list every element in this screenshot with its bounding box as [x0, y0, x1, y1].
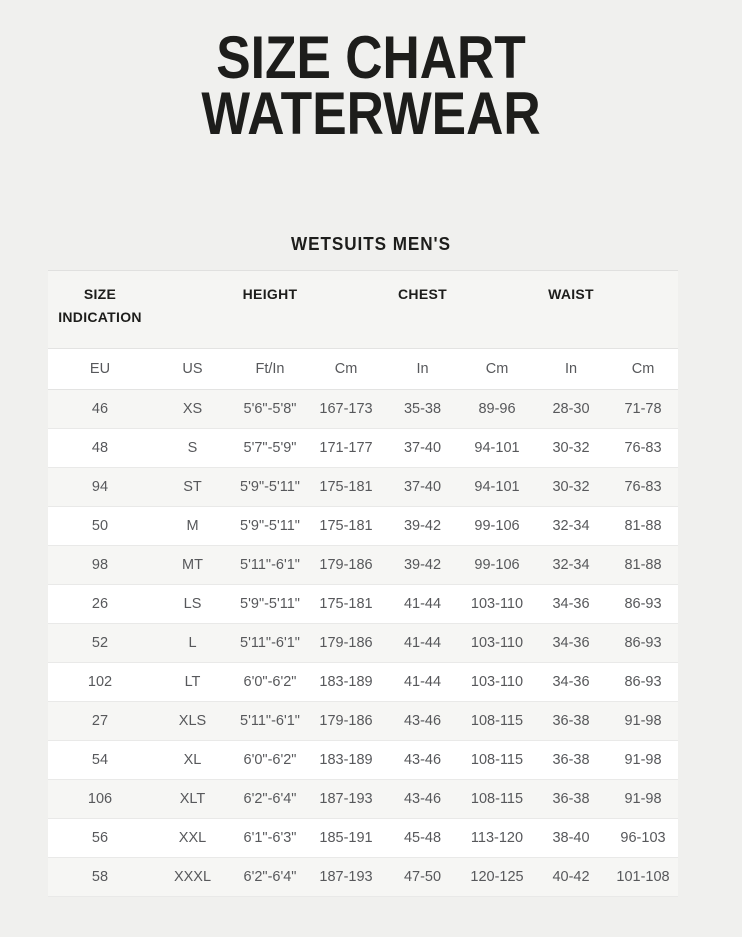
table-cell: 94 [48, 468, 152, 507]
table-cell: 91-98 [608, 780, 678, 819]
table-cell: XS [152, 390, 233, 429]
table-cell: 30-32 [534, 429, 608, 468]
table-row [48, 507, 678, 546]
table-cell: 179-186 [307, 624, 385, 663]
table-cell: 40-42 [534, 858, 608, 897]
table-cell: 5'6"-5'8" [233, 390, 307, 429]
table-cell: XL [152, 741, 233, 780]
table-cell: XLT [152, 780, 233, 819]
group-header-cell: WAIST [534, 271, 608, 349]
table-cell: 54 [48, 741, 152, 780]
table-cell: LT [152, 663, 233, 702]
table-cell: XXXL [152, 858, 233, 897]
table-cell: 32-34 [534, 507, 608, 546]
table-cell: 108-115 [460, 741, 534, 780]
table-cell: 41-44 [385, 624, 460, 663]
table-cell: 27 [48, 702, 152, 741]
table-cell: 187-193 [307, 858, 385, 897]
table-cell: 103-110 [460, 585, 534, 624]
table-cell: 6'0"-6'2" [233, 663, 307, 702]
table-cell: 76-83 [608, 429, 678, 468]
table-cell: 56 [48, 819, 152, 858]
table-cell: 91-98 [608, 702, 678, 741]
table-cell: 34-36 [534, 663, 608, 702]
table-cell: 6'1"-6'3" [233, 819, 307, 858]
table-cell: 175-181 [307, 585, 385, 624]
table-cell: 36-38 [534, 780, 608, 819]
table-cell: 5'11"-6'1" [233, 702, 307, 741]
page-title [52, 24, 690, 147]
table-cell: 36-38 [534, 702, 608, 741]
table-cell: 99-106 [460, 546, 534, 585]
table-cell: 175-181 [307, 507, 385, 546]
size-chart-table [48, 270, 678, 897]
table-cell: 41-44 [385, 585, 460, 624]
table-cell: 113-120 [460, 819, 534, 858]
page-title-line-1: SIZE CHART [216, 24, 526, 91]
table-cell: 5'7"-5'9" [233, 429, 307, 468]
table-cell: 179-186 [307, 702, 385, 741]
group-header-spacer [307, 271, 385, 349]
table-cell: 46 [48, 390, 152, 429]
table-cell: 175-181 [307, 468, 385, 507]
table-cell: 108-115 [460, 702, 534, 741]
table-cell: 32-34 [534, 546, 608, 585]
group-header-cell: SIZE INDICATION [48, 271, 152, 349]
column-header: US [152, 349, 233, 390]
table-cell: 179-186 [307, 546, 385, 585]
column-header: Ft/In [233, 349, 307, 390]
table-row [48, 780, 678, 819]
table-cell: 43-46 [385, 780, 460, 819]
table-cell: 52 [48, 624, 152, 663]
table-cell: XXL [152, 819, 233, 858]
table-cell: 39-42 [385, 546, 460, 585]
table-cell: 185-191 [307, 819, 385, 858]
table-cell: 58 [48, 858, 152, 897]
table-cell: MT [152, 546, 233, 585]
table-cell: 50 [48, 507, 152, 546]
section-title: WETSUITS MEN'S [291, 234, 451, 254]
table-cell: M [152, 507, 233, 546]
table-cell: 5'9"-5'11" [233, 507, 307, 546]
table-cell: 120-125 [460, 858, 534, 897]
table-cell: 103-110 [460, 624, 534, 663]
table-cell: 6'0"-6'2" [233, 741, 307, 780]
table-cell: 26 [48, 585, 152, 624]
table-cell: 183-189 [307, 663, 385, 702]
group-header-spacer [152, 271, 233, 349]
table-row [48, 429, 678, 468]
table-row [48, 546, 678, 585]
table-row [48, 819, 678, 858]
table-cell: 39-42 [385, 507, 460, 546]
table-row [48, 702, 678, 741]
table-cell: 183-189 [307, 741, 385, 780]
table-cell: 43-46 [385, 702, 460, 741]
table-cell: 37-40 [385, 429, 460, 468]
table-cell: 86-93 [608, 585, 678, 624]
table-cell: 45-48 [385, 819, 460, 858]
table-cell: 5'11"-6'1" [233, 546, 307, 585]
table-cell: 71-78 [608, 390, 678, 429]
table-cell: 187-193 [307, 780, 385, 819]
table-cell: 108-115 [460, 780, 534, 819]
table-cell: 41-44 [385, 663, 460, 702]
table-cell: 5'9"-5'11" [233, 585, 307, 624]
size-chart-page [0, 24, 742, 897]
table-cell: 48 [48, 429, 152, 468]
table-cell: 5'9"-5'11" [233, 468, 307, 507]
table-cell: 86-93 [608, 663, 678, 702]
table-cell: 36-38 [534, 741, 608, 780]
table-cell: 99-106 [460, 507, 534, 546]
table-row [48, 663, 678, 702]
group-header-row [48, 271, 678, 349]
table-row [48, 858, 678, 897]
table-cell: 91-98 [608, 741, 678, 780]
table-cell: 35-38 [385, 390, 460, 429]
table-row [48, 468, 678, 507]
column-header: Cm [608, 349, 678, 390]
table-cell: 103-110 [460, 663, 534, 702]
column-header: In [385, 349, 460, 390]
table-cell: 5'11"-6'1" [233, 624, 307, 663]
table-cell: 94-101 [460, 468, 534, 507]
table-row [48, 741, 678, 780]
table-cell: 89-96 [460, 390, 534, 429]
column-header: In [534, 349, 608, 390]
table-cell: 37-40 [385, 468, 460, 507]
table-cell: S [152, 429, 233, 468]
table-cell: LS [152, 585, 233, 624]
page-title-line-2: WATERWEAR [201, 80, 541, 147]
table-cell: 81-88 [608, 546, 678, 585]
table-cell: 76-83 [608, 468, 678, 507]
table-cell: 102 [48, 663, 152, 702]
group-header-cell: HEIGHT [233, 271, 307, 349]
table-cell: 171-177 [307, 429, 385, 468]
table-cell: 28-30 [534, 390, 608, 429]
column-header: EU [48, 349, 152, 390]
table-cell: 167-173 [307, 390, 385, 429]
table-cell: 30-32 [534, 468, 608, 507]
table-cell: 6'2"-6'4" [233, 858, 307, 897]
table-cell: 34-36 [534, 624, 608, 663]
table-cell: 34-36 [534, 585, 608, 624]
table-cell: 106 [48, 780, 152, 819]
table-cell: 6'2"-6'4" [233, 780, 307, 819]
group-header-spacer [460, 271, 534, 349]
column-header: Cm [460, 349, 534, 390]
table-cell: 43-46 [385, 741, 460, 780]
column-header-row [48, 349, 678, 390]
table-row [48, 585, 678, 624]
table-cell: 101-108 [608, 858, 678, 897]
column-header: Cm [307, 349, 385, 390]
table-cell: 96-103 [608, 819, 678, 858]
group-header-cell: CHEST [385, 271, 460, 349]
table-row [48, 390, 678, 429]
group-header-spacer [608, 271, 678, 349]
table-body [48, 390, 678, 897]
table-row [48, 624, 678, 663]
table-cell: 86-93 [608, 624, 678, 663]
table-cell: 38-40 [534, 819, 608, 858]
table-head [48, 271, 678, 390]
table-cell: ST [152, 468, 233, 507]
table-cell: 47-50 [385, 858, 460, 897]
table-cell: L [152, 624, 233, 663]
table-cell: 98 [48, 546, 152, 585]
table-cell: XLS [152, 702, 233, 741]
table-cell: 94-101 [460, 429, 534, 468]
table-cell: 81-88 [608, 507, 678, 546]
